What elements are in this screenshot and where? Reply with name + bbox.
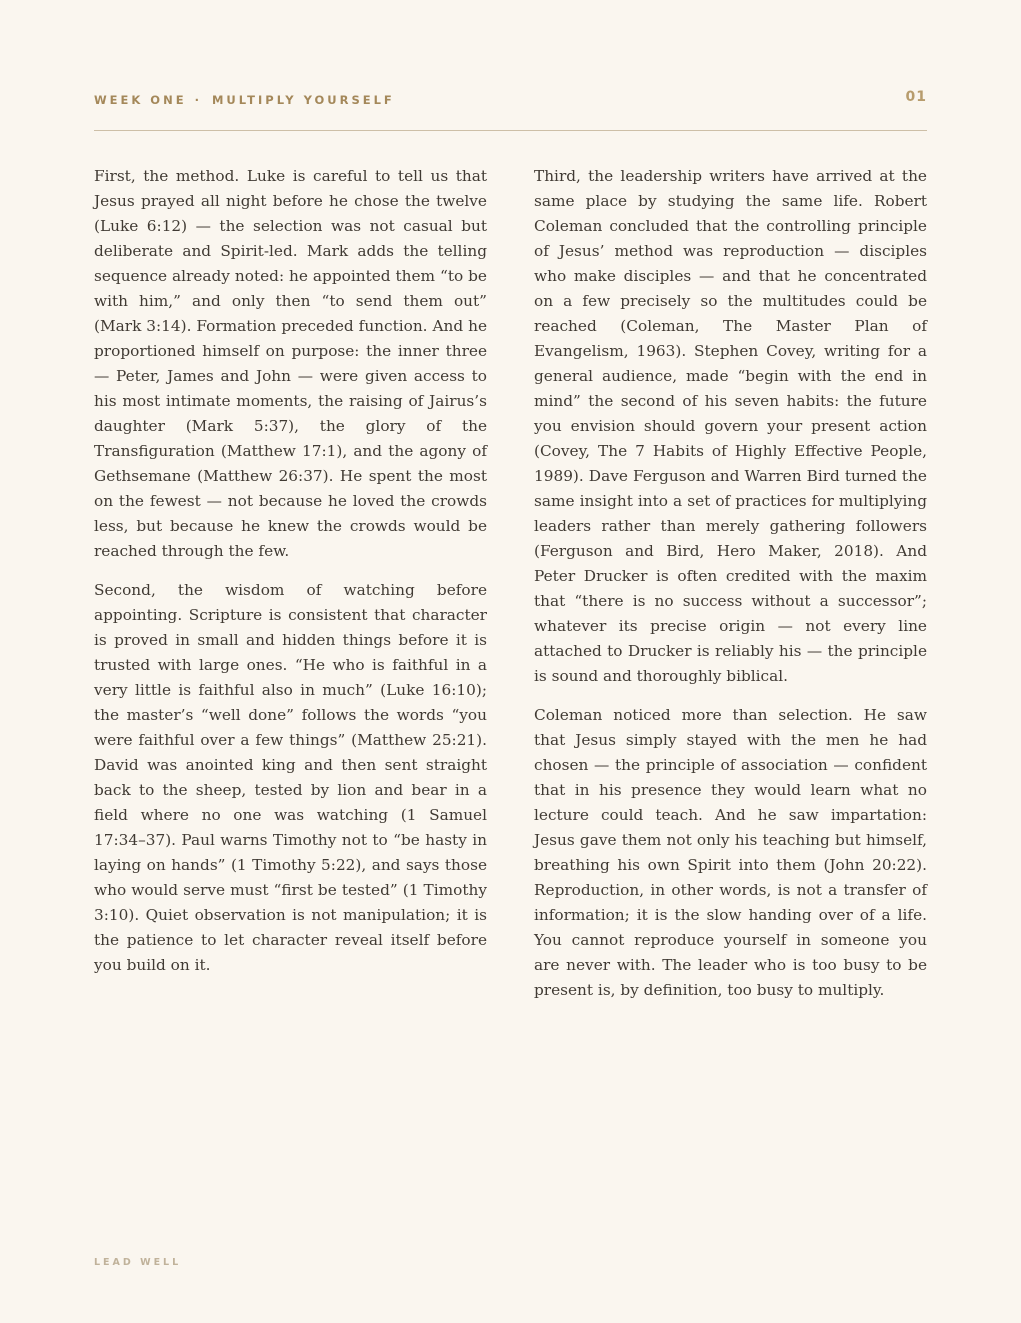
page-footer: LEAD WELL: [94, 1257, 182, 1268]
body-paragraph: Second, the wisdom of watching before appointing. Scripture is consistent that character is proved in small and hidden things before it is trusted with large ones. “He who is faithful in a very little is faithful also in much” (Luke 16:10); the master’s “well done” follows the words “you were faithful over a few things” (Matthew 25:21). David was anointed king and then sent straight back to the sheep, tested by lion and bear in a field where no one was watching (1 Samuel 17:34–37). Paul warns Timothy not to “be hasty in laying on hands” (1 Timothy 5:22), and says those who would serve must “first be tested” (1 Timothy 3:10). Quiet observation is not manipulation; it is the patience to let character reveal itself before you build on it.: [94, 581, 487, 974]
chapter-title: MULTIPLY YOURSELF: [211, 93, 395, 107]
running-head: [94, 93, 395, 107]
separator-dot: ·: [194, 93, 202, 107]
body-paragraph: First, the method. Luke is careful to tell us that Jesus prayed all night before he chose the twelve (Luke 6:12) — the selection was not casual but deliberate and Spirit-led. Mark adds the telling sequence already noted: he appointed them “to be with him,” and only then “to send them out” (Mark 3:14). Formation preceded function. And he proportioned himself on purpose: the inner three — Peter, James and John — were given access to his most intimate moments, the raising of Jairus’s daughter (Mark 5:37), the glory of the Transfiguration (Matthew 17:1), and the agony of Gethsemane (Matthew 26:37). He spent the most on the fewest — not because he loved the crowds less, but because he knew the crowds would be reached through the few.: [94, 167, 487, 560]
page-header: [94, 86, 927, 131]
body-paragraph: Coleman noticed more than selection. He saw that Jesus simply stayed with the men he had chosen — the principle of association — confident that in his presence they would learn what no lecture could teach. And he saw impartation: Jesus gave them not only his teaching but himself, breathing his own Spirit into them (John 20:22). Reproduction, in other words, is not a transfer of information; it is the slow handing over of a life. You cannot reproduce yourself in someone you are never with. The leader who is too busy to be present is, by definition, too busy to multiply.: [534, 706, 927, 999]
body-paragraph: Third, the leadership writers have arrived at the same place by studying the same life. Robert Coleman concluded that the controlling principle of Jesus’ method was reproduction — disciples who make disciples — and that he concentrated on a few precisely so the multitudes could be reached (Coleman, The Master Plan of Evangelism, 1963). Stephen Covey, writing for a general audience, made “begin with the end in mind” the second of his seven habits: the future you envision should govern your present action (Covey, The 7 Habits of Highly Effective People, 1989). Dave Ferguson and Warren Bird turned the same insight into a set of practices for multiplying leaders rather than merely gathering followers (Ferguson and Bird, Hero Maker, 2018). And Peter Drucker is often credited with the maxim that “there is no success without a successor”; whatever its precise origin — not every line attached to Drucker is reliably his — the principle is sound and thoroughly biblical.: [534, 167, 927, 685]
page-number: 01: [905, 89, 927, 105]
left-column: [94, 164, 487, 992]
section-label: WEEK ONE: [94, 93, 187, 107]
right-column: [534, 164, 927, 1017]
